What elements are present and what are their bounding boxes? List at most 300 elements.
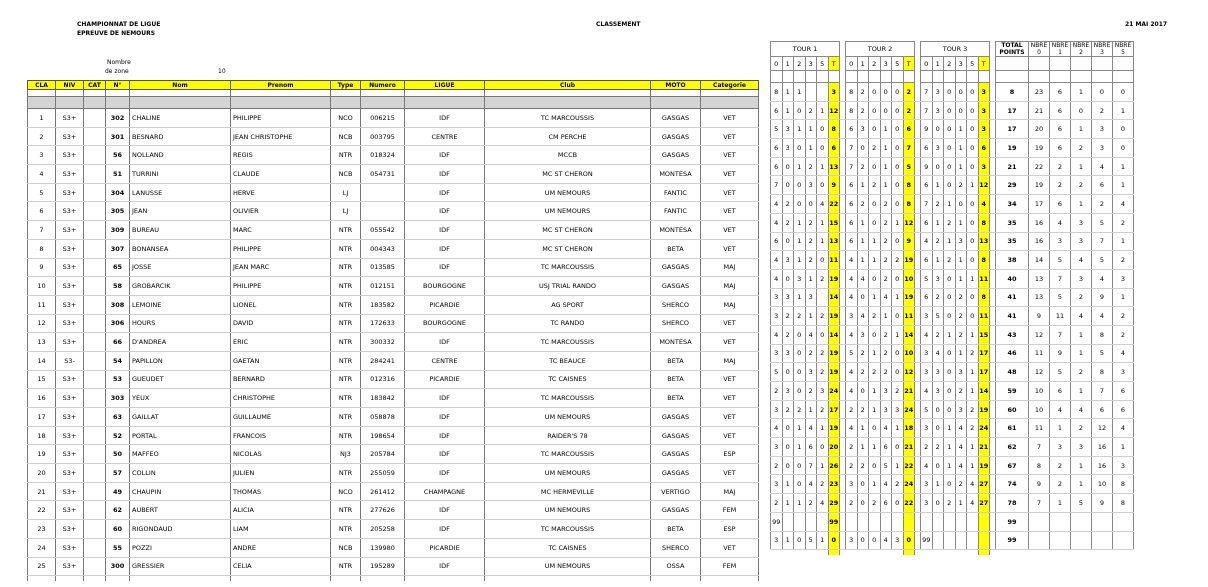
tour-total-cell: 21	[903, 438, 915, 457]
tour-total-cell: 8	[828, 120, 840, 139]
total-points-cell: 46	[996, 344, 1029, 363]
nbre-cell: 7	[1029, 494, 1050, 513]
nbre-cell: 20	[1029, 120, 1050, 139]
cell-num: 53	[106, 370, 130, 389]
score-cell: 4	[921, 325, 933, 344]
score-cell: 0	[782, 232, 794, 251]
cell-prenom: HERVE	[231, 183, 331, 202]
cell-moto: BETA	[651, 239, 701, 258]
nbre-cell: 0	[1092, 83, 1113, 102]
total-points-cell: 35	[996, 232, 1029, 251]
cell-cla: 14	[28, 351, 56, 370]
score-cell: 5	[846, 344, 858, 363]
nbre-cell	[1029, 531, 1050, 550]
cell-cat	[84, 482, 106, 501]
score-cell: 2	[932, 288, 944, 307]
nbre-cell: 2	[1113, 213, 1134, 232]
nbre-cell: 9	[1092, 288, 1113, 307]
nbre-cell: 3	[1092, 120, 1113, 139]
score-cell: 1	[805, 400, 817, 419]
score-cell: 0	[869, 101, 881, 120]
cell-nom: HOURS	[130, 314, 231, 333]
cell-niv: S3+	[56, 445, 84, 464]
cell-nom: YEUX	[130, 389, 231, 408]
cell-cla: 11	[28, 295, 56, 314]
cell-numero: 012316	[361, 370, 405, 389]
cell-nom: LEMOINE	[130, 295, 231, 314]
cell-ligue: IDF	[405, 333, 485, 352]
score-cell: 0	[817, 120, 829, 139]
cell-prenom: ERIC	[231, 333, 331, 352]
score-cell: 0	[967, 120, 979, 139]
tour-total-cell: 24	[828, 382, 840, 401]
score-cell: 0	[944, 101, 956, 120]
cell-numero: 013585	[361, 258, 405, 277]
cell-nom: AUBERT	[130, 501, 231, 520]
cell-numero: 195289	[361, 557, 405, 576]
score-cell	[955, 512, 967, 531]
nbre-cell: 3	[1071, 438, 1092, 457]
score-cell: 1	[967, 269, 979, 288]
table-row	[28, 464, 759, 483]
score-cell: 4	[817, 195, 829, 214]
nbre-cell: 9	[1029, 307, 1050, 326]
tour-total-cell: 19	[903, 288, 915, 307]
score-cell: 2	[805, 382, 817, 401]
score-cell: 3	[782, 288, 794, 307]
score-cell: 1	[892, 419, 904, 438]
cell-niv: S3+	[56, 127, 84, 146]
score-subheader: T	[828, 57, 840, 71]
nbre-cell: 1	[1071, 325, 1092, 344]
score-row	[771, 288, 1134, 307]
score-cell: 0	[955, 101, 967, 120]
cell-nom: CHAUPIN	[130, 482, 231, 501]
nbre-label: NBRE	[1072, 42, 1090, 49]
table-row	[28, 277, 759, 296]
score-cell: 1	[794, 120, 806, 139]
nbre-cell: 0	[1113, 139, 1134, 158]
cell-club: UM NEMOURS	[485, 557, 651, 576]
score-cell: 0	[892, 195, 904, 214]
cell-club: UM NEMOURS	[485, 202, 651, 221]
tour-total-cell: 8	[903, 195, 915, 214]
score-cell: 0	[967, 307, 979, 326]
cell-prenom: OLIVIER	[231, 202, 331, 221]
score-cell	[967, 531, 979, 550]
score-cell: 0	[892, 344, 904, 363]
score-cell: 0	[869, 213, 881, 232]
score-cell: 3	[794, 269, 806, 288]
nbre-cell: 3	[1050, 232, 1071, 251]
score-cell: 3	[782, 251, 794, 270]
tour-total-cell: 22	[828, 195, 840, 214]
score-cell: 3	[932, 139, 944, 158]
cell-numero: 205784	[361, 445, 405, 464]
tour-total-cell: 14	[828, 325, 840, 344]
nbre-cell: 17	[1029, 195, 1050, 214]
score-cell: 1	[869, 344, 881, 363]
cell-numero: 172633	[361, 314, 405, 333]
score-cell: 1	[880, 139, 892, 158]
cell-numero: 055542	[361, 221, 405, 240]
score-cell: 0	[944, 475, 956, 494]
cell-moto: VERTIGO	[651, 482, 701, 501]
tour-total-cell: 3	[978, 120, 990, 139]
score-cell: 1	[955, 269, 967, 288]
score-cell: 2	[932, 438, 944, 457]
cell-prenom: ALICIA	[231, 501, 331, 520]
score-cell: 0	[782, 456, 794, 475]
tour-total-cell: 2	[903, 101, 915, 120]
score-cell: 2	[880, 363, 892, 382]
tour-total-cell: 10	[903, 344, 915, 363]
nbre-cell: 2	[1050, 157, 1071, 176]
cell-type: LJ	[331, 202, 361, 221]
score-cell: 3	[932, 269, 944, 288]
cell-type: NTR	[331, 389, 361, 408]
cell-moto: GASGAS	[651, 127, 701, 146]
tour-total-cell: 19	[828, 307, 840, 326]
nbre-value: 0	[1037, 49, 1041, 56]
tour-total-cell: 10	[903, 269, 915, 288]
col-no: N°	[106, 81, 130, 90]
score-cell: 2	[817, 363, 829, 382]
cell-prenom: JULIEN	[231, 464, 331, 483]
cell-type: NCO	[331, 109, 361, 128]
score-cell	[955, 531, 967, 550]
tour-total-cell: 8	[978, 251, 990, 270]
score-cell: 5	[921, 269, 933, 288]
score-cell: 1	[817, 419, 829, 438]
score-cell: 1	[932, 475, 944, 494]
score-cell: 4	[921, 382, 933, 401]
score-cell: 4	[805, 475, 817, 494]
nbre-cell	[1071, 512, 1092, 531]
score-cell	[932, 531, 944, 550]
score-cell: 1	[880, 120, 892, 139]
score-cell: 2	[869, 139, 881, 158]
score-cell: 6	[771, 101, 783, 120]
score-cell	[817, 512, 829, 531]
nbre-cell: 9	[1050, 344, 1071, 363]
score-cell: 4	[805, 325, 817, 344]
score-subheader: 1	[857, 57, 869, 71]
cell-cla: 9	[28, 258, 56, 277]
nbre-0-header	[1029, 42, 1050, 57]
col-club: Club	[485, 81, 651, 90]
cell-niv: S3+	[56, 557, 84, 576]
score-cell: 3	[921, 344, 933, 363]
score-row	[771, 382, 1134, 401]
score-cell: 6	[846, 213, 858, 232]
score-cell: 0	[869, 325, 881, 344]
cell-num: 50	[106, 445, 130, 464]
nbre-cell: 4	[1113, 419, 1134, 438]
score-cell: 2	[869, 494, 881, 513]
cell-type: LJ	[331, 183, 361, 202]
cell-num: 60	[106, 520, 130, 539]
cell-club: UM NEMOURS	[485, 408, 651, 427]
score-cell: 0	[955, 83, 967, 102]
cell-cla: 3	[28, 146, 56, 165]
nbre-cell: 4	[1092, 269, 1113, 288]
score-cell: 0	[944, 400, 956, 419]
score-cell: 2	[857, 157, 869, 176]
score-cell: 2	[955, 325, 967, 344]
nbre-cell: 1	[1071, 195, 1092, 214]
cell-cla: 16	[28, 389, 56, 408]
table-row	[28, 389, 759, 408]
score-cell: 2	[805, 251, 817, 270]
tour-total-cell: 17	[828, 400, 840, 419]
score-row	[771, 139, 1134, 158]
tour-total-cell: 11	[903, 307, 915, 326]
cell-niv: S3+	[56, 109, 84, 128]
score-cell: 1	[955, 213, 967, 232]
cell-moto: MONTESA	[651, 333, 701, 352]
cell-num: 62	[106, 501, 130, 520]
nbre-cell: 8	[1029, 456, 1050, 475]
total-points-cell: 8	[996, 83, 1029, 102]
cell-num: 58	[106, 277, 130, 296]
cell-cat	[84, 538, 106, 557]
nbre-cell: 5	[1092, 213, 1113, 232]
score-cell: 2	[805, 101, 817, 120]
score-cell: 0	[892, 363, 904, 382]
score-row	[771, 213, 1134, 232]
score-cell: 0	[944, 307, 956, 326]
classement-table	[27, 80, 759, 581]
cell-club: CM PERCHE	[485, 127, 651, 146]
score-row	[771, 157, 1134, 176]
score-cell: 3	[857, 120, 869, 139]
score-cell: 0	[944, 157, 956, 176]
score-cell: 1	[869, 288, 881, 307]
score-cell: 4	[771, 251, 783, 270]
score-cell: 3	[892, 400, 904, 419]
score-cell: 2	[955, 382, 967, 401]
score-cell: 2	[846, 438, 858, 457]
cell-cla: 17	[28, 408, 56, 427]
cell-categ: FEM	[701, 557, 759, 576]
cell-prenom: GUILLAUME	[231, 408, 331, 427]
cell-cla: 7	[28, 221, 56, 240]
score-cell	[846, 512, 858, 531]
score-cell: 8	[846, 83, 858, 102]
cell-categ: MAJ	[701, 482, 759, 501]
score-cell: 0	[944, 120, 956, 139]
cell-prenom: LIAM	[231, 520, 331, 539]
score-cell: 3	[846, 531, 858, 550]
cell-numero: 006215	[361, 109, 405, 128]
tour-total-cell: 22	[903, 456, 915, 475]
cell-categ: VET	[701, 389, 759, 408]
tour-total-cell: 27	[978, 494, 990, 513]
cell-niv: S3+	[56, 389, 84, 408]
score-cell: 2	[805, 213, 817, 232]
score-cell: 2	[880, 325, 892, 344]
score-cell: 0	[892, 232, 904, 251]
score-cell: 0	[892, 83, 904, 102]
score-cell: 4	[846, 288, 858, 307]
tour-total-cell: 13	[828, 157, 840, 176]
score-cell: 2	[932, 232, 944, 251]
total-points-cell: 60	[996, 400, 1029, 419]
score-cell: 3	[817, 382, 829, 401]
cell-ligue: BOURGOGNE	[405, 277, 485, 296]
score-cell: 2	[892, 382, 904, 401]
cell-categ: VET	[701, 165, 759, 184]
cell-num: 306	[106, 314, 130, 333]
score-cell: 1	[794, 494, 806, 513]
nbre-cell: 16	[1092, 456, 1113, 475]
score-cell: 6	[846, 120, 858, 139]
cell-prenom: JEAN CHRISTOPHE	[231, 127, 331, 146]
total-points-cell: 48	[996, 363, 1029, 382]
cell-type: NTR	[331, 351, 361, 370]
tour-total-cell: 0	[903, 531, 915, 550]
nbre-cell: 0	[1071, 101, 1092, 120]
score-row	[771, 307, 1134, 326]
score-cell: 2	[857, 344, 869, 363]
cell-numero: 018324	[361, 146, 405, 165]
tour-total-cell: 19	[903, 251, 915, 270]
cell-categ: VET	[701, 370, 759, 389]
score-table	[770, 41, 1134, 555]
nbre-cell: 5	[1050, 251, 1071, 270]
cell-moto: GASGAS	[651, 277, 701, 296]
nbre-cell: 0	[1113, 120, 1134, 139]
cell-ligue: BOURGOGNE	[405, 314, 485, 333]
cell-categ: MAJ	[701, 351, 759, 370]
score-cell: 0	[817, 139, 829, 158]
total-points-cell: 17	[996, 101, 1029, 120]
score-cell: 0	[869, 157, 881, 176]
cell-prenom: NICOLAS	[231, 445, 331, 464]
score-cell: 1	[794, 288, 806, 307]
score-cell: 1	[857, 438, 869, 457]
nbre-cell: 14	[1029, 251, 1050, 270]
col-moto: MOTO	[651, 81, 701, 90]
cell-club: UM NEMOURS	[485, 183, 651, 202]
score-cell: 6	[771, 232, 783, 251]
score-cell: 2	[932, 325, 944, 344]
cell-type: NCB	[331, 165, 361, 184]
total-points-cell: 41	[996, 307, 1029, 326]
nbre-cell: 5	[1050, 288, 1071, 307]
score-row	[771, 232, 1134, 251]
score-cell	[967, 512, 979, 531]
score-cell: 3	[857, 325, 869, 344]
cell-type: NTR	[331, 146, 361, 165]
tour-total-cell: 11	[828, 251, 840, 270]
col-niv: NIV	[56, 81, 84, 90]
cell-nom: GAILLAT	[130, 408, 231, 427]
cell-prenom: GAETAN	[231, 351, 331, 370]
cell-type: NCB	[331, 538, 361, 557]
cell-moto: BETA	[651, 351, 701, 370]
cell-moto: BETA	[651, 389, 701, 408]
score-cell: 4	[955, 456, 967, 475]
cell-ligue: IDF	[405, 389, 485, 408]
cell-ligue: IDF	[405, 408, 485, 427]
score-cell: 1	[794, 157, 806, 176]
points-label: POINTS	[999, 49, 1025, 56]
cell-nom: PAPILLON	[130, 351, 231, 370]
score-cell: 0	[892, 101, 904, 120]
cell-num: 308	[106, 295, 130, 314]
score-cell: 4	[921, 456, 933, 475]
tour-3-title: TOUR 3	[921, 42, 990, 57]
nbre-label: NBRE	[1051, 42, 1069, 49]
nbre-cell: 5	[1050, 363, 1071, 382]
nbre-label: NBRE	[1030, 42, 1048, 49]
score-row	[771, 101, 1134, 120]
cell-moto: SHERCO	[651, 538, 701, 557]
score-cell: 0	[782, 157, 794, 176]
score-cell: 4	[955, 438, 967, 457]
cell-cat	[84, 333, 106, 352]
tour-total-cell: 26	[828, 456, 840, 475]
score-cell: 0	[857, 288, 869, 307]
score-subheader: 0	[771, 57, 783, 71]
score-cell: 4	[771, 419, 783, 438]
score-cell: 3	[771, 288, 783, 307]
score-cell: 3	[955, 232, 967, 251]
total-points-cell: 62	[996, 438, 1029, 457]
score-cell: 5	[805, 531, 817, 550]
nbre-cell: 2	[1071, 176, 1092, 195]
table-row	[28, 426, 759, 445]
nbre-cell: 2	[1092, 101, 1113, 120]
score-cell: 3	[805, 288, 817, 307]
nbre-cell: 9	[1092, 494, 1113, 513]
cell-club: MCCB	[485, 146, 651, 165]
score-cell: 3	[782, 139, 794, 158]
nbre-cell	[1071, 531, 1092, 550]
nbre-cell: 4	[1113, 195, 1134, 214]
nbre-cell: 3	[1071, 269, 1092, 288]
nbre-cell: 1	[1071, 157, 1092, 176]
tour-total-cell: 4	[978, 195, 990, 214]
score-cell: 2	[817, 307, 829, 326]
score-cell: 8	[846, 101, 858, 120]
score-cell: 6	[921, 251, 933, 270]
score-cell: 3	[955, 363, 967, 382]
score-cell: 1	[892, 325, 904, 344]
cell-moto: SHERCO	[651, 314, 701, 333]
nbre-cell	[1113, 512, 1134, 531]
tour-total-cell: 3	[978, 101, 990, 120]
score-cell: 1	[794, 438, 806, 457]
tour-total-cell: 3	[828, 83, 840, 102]
score-cell: 2	[967, 419, 979, 438]
score-cell	[857, 512, 869, 531]
tour-total-cell: 19	[978, 400, 990, 419]
score-cell: 1	[967, 176, 979, 195]
cell-ligue: IDF	[405, 146, 485, 165]
score-cell: 7	[921, 101, 933, 120]
cell-categ: VET	[701, 314, 759, 333]
score-cell: 0	[932, 456, 944, 475]
total-points-cell: 61	[996, 419, 1029, 438]
cell-ligue: IDF	[405, 258, 485, 277]
cell-ligue: CENTRE	[405, 127, 485, 146]
score-cell: 4	[955, 419, 967, 438]
score-row	[771, 475, 1134, 494]
tour-total-cell: 8	[903, 176, 915, 195]
